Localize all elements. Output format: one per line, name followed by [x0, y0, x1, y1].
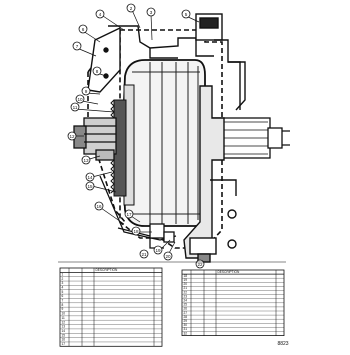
table-cell: 14 [61, 328, 66, 333]
parts-table-right [182, 270, 284, 336]
callout-22 [196, 260, 204, 268]
table-cell: 19 [183, 278, 188, 282]
callout-10 [76, 95, 84, 103]
callout-number: 17 [126, 211, 132, 217]
table-header [96, 268, 118, 272]
table-cell: 20 [183, 282, 188, 287]
figure-code: 8823 [277, 341, 289, 347]
table-cell: 8 [61, 302, 64, 307]
table-cell: 2 [61, 276, 64, 281]
callout-13 [82, 156, 90, 164]
table-cell: 29 [183, 319, 188, 323]
callout-number: 14 [87, 174, 93, 180]
table-cell: 32 [183, 331, 188, 336]
callout-18 [132, 227, 140, 235]
table-cell: 7 [61, 298, 64, 303]
callout-number: 6 [81, 26, 85, 32]
table-cell: 15 [61, 333, 66, 338]
callout-number: 7 [75, 43, 79, 49]
callout-number: 18 [133, 228, 139, 234]
table-cell: 26 [183, 306, 188, 311]
table-cell: 16 [61, 337, 66, 342]
callout-9 [82, 87, 90, 95]
converter-body [122, 60, 205, 226]
callout-number: 19 [155, 247, 161, 253]
callout-number: 13 [83, 157, 89, 163]
callout-14 [86, 173, 94, 181]
table-cell: 13 [61, 324, 66, 329]
callout-12 [68, 132, 76, 140]
table-header-cell: DESCRIPTION [95, 268, 118, 273]
callout-number: 20 [165, 253, 171, 259]
callout-number: 9 [84, 88, 88, 94]
callout-15 [86, 182, 94, 190]
table-header-cell: DESCRIPTION [217, 269, 240, 274]
table-cell: 10 [61, 311, 66, 316]
callout-19 [154, 246, 162, 254]
callout-2 [127, 4, 135, 12]
callout-4 [96, 10, 104, 18]
table-row [184, 331, 188, 335]
table-cell: 27 [183, 310, 188, 315]
table-cell: 1 [61, 272, 64, 277]
table-header [218, 270, 240, 274]
table-cell: 25 [183, 302, 188, 307]
table-cell: 24 [183, 298, 188, 303]
callout-7 [73, 42, 81, 50]
table-cell: 5 [61, 289, 64, 294]
table-cell: 3 [61, 281, 64, 286]
callout-number: 16 [96, 203, 102, 209]
table-row [62, 342, 66, 346]
callout-6 [79, 25, 87, 33]
callout-11 [71, 103, 79, 111]
table-cell: 21 [183, 286, 188, 291]
table-cell: 9 [61, 307, 64, 312]
callout-20 [164, 252, 172, 260]
table-cell: 6 [61, 294, 64, 299]
table-cell: 23 [183, 294, 188, 299]
hub-adapter [74, 118, 116, 160]
table-cell: 11 [61, 315, 65, 320]
callout-5 [182, 10, 190, 18]
callout-number: 21 [141, 251, 147, 257]
table-cell: 28 [183, 314, 188, 319]
callout-number: 12 [69, 133, 75, 139]
callout-17 [125, 210, 133, 218]
callout-number: 3 [149, 9, 153, 15]
callout-number: 11 [72, 104, 78, 110]
callout-8 [93, 67, 101, 75]
callout-number: 5 [184, 11, 188, 17]
parts-table-left [60, 268, 162, 346]
callout-16 [95, 202, 103, 210]
callout-number: 8 [95, 68, 99, 74]
table-cell: 4 [61, 285, 64, 290]
callout-21 [140, 250, 148, 258]
table-cell: 22 [183, 290, 188, 295]
callout-number: 15 [87, 183, 93, 189]
callout-number: 22 [197, 261, 203, 267]
callout-number: 2 [129, 5, 133, 11]
callout-number: 10 [77, 96, 83, 102]
table-cell: 12 [61, 320, 66, 325]
table-cell: 31 [183, 327, 188, 332]
table-cell: 30 [183, 323, 188, 328]
table-cell: 18 [183, 273, 188, 278]
table-cell: 17 [61, 342, 66, 346]
callout-3 [147, 8, 155, 16]
callout-number: 4 [98, 11, 102, 17]
